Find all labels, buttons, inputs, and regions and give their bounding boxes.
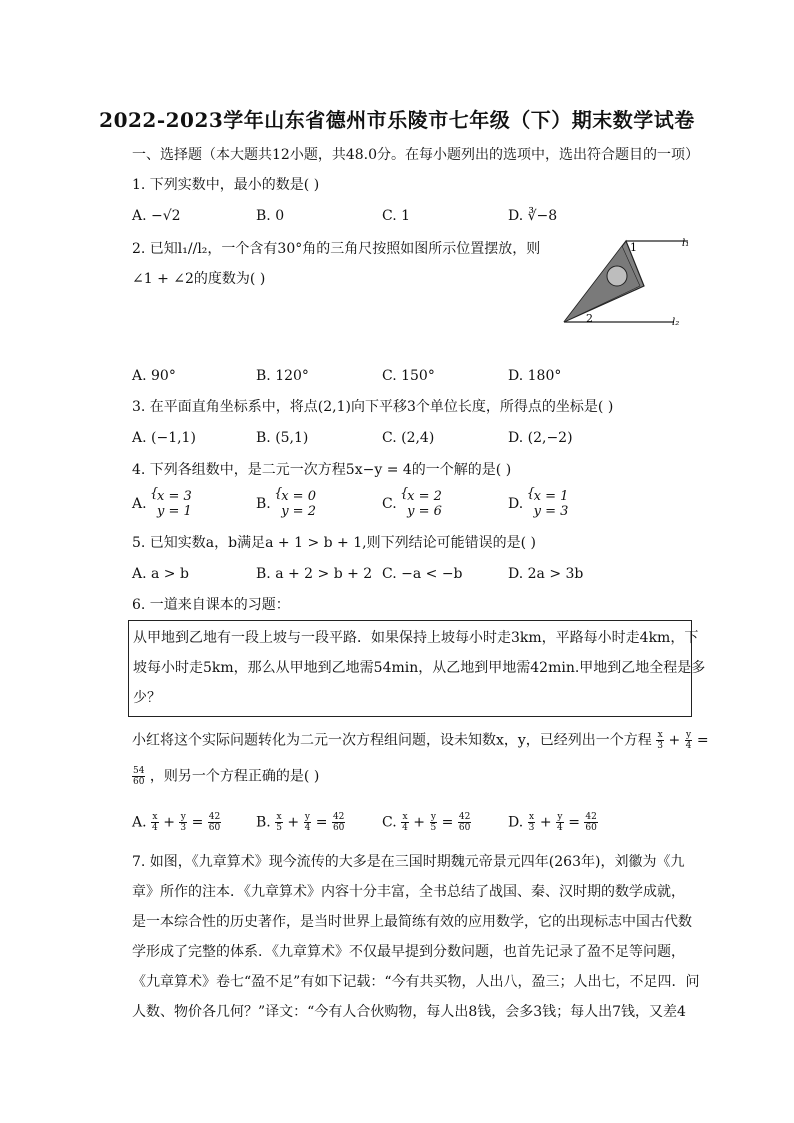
question-6-text-line1: 小红将这个实际问题转化为二元一次方程组问题，设未知数x，y，已经列出一个方程 $\frac{x}{3}$ + $\frac{y}{4}$ = <box>132 730 709 751</box>
question-5-stem: 5. 已知实数a，b满足a + 1 > b + 1,则下列结论可能错误的是( ) <box>132 535 536 551</box>
question-7-line3: 是一本综合性的历史著作，是当时世界上最简练有效的应用数学，它的出现标志中国古代数 <box>132 914 692 930</box>
q2-option-c: C. 150° <box>382 368 435 384</box>
angle-1-label: 1 <box>630 241 637 254</box>
question-1-stem: 1. 下列实数中，最小的数是( ) <box>132 177 320 193</box>
q5-option-c: C. −a < −b <box>382 566 463 582</box>
frac-54-60: $\frac{54}{60}$ <box>133 766 145 787</box>
frac-x-3: $\frac{x}{3}$ <box>657 730 663 751</box>
question-6-text-line2: $\frac{54}{60}$ ，则另一个方程正确的是( ) <box>133 766 320 787</box>
q6-option-d: D. $\frac{x}{3}$ + $\frac{y}{4}$ = $\frac{42}{60}$ <box>508 812 597 833</box>
question-2-stem-line2: ∠1 + ∠2的度数为( ) <box>132 271 266 287</box>
q2-option-d: D. 180° <box>508 368 562 384</box>
question-7-line4: 学形成了完整的体系．《九章算术》不仅最早提到分数问题，也首先记录了盈不足等问题， <box>132 944 685 960</box>
question-7-line6: 人数、物价各几何？”译文：“今有人合伙购物，每人出8钱，会多3钱；每人出7钱，又差4 <box>132 1004 686 1020</box>
question-4-stem: 4. 下列各组数中，是二元一次方程5x−y = 4的一个解的是( ) <box>132 462 512 478</box>
q1-option-d: D. ∛−8 <box>508 208 558 224</box>
textbook-problem-box <box>128 620 706 717</box>
question-6-stem: 6. 一道来自课本的习题： <box>132 597 290 613</box>
question-7-line5: 《九章算术》卷七“盈不足”有如下记载：“今有共买物，人出八，盈三；人出七，不足四．问 <box>132 974 700 990</box>
question-7-line2: 章》所作的注本．《九章算术》内容十分丰富，全书总结了战国、秦、汉时期的数学成就， <box>132 884 685 900</box>
q3-option-a: A. (−1,1) <box>132 430 196 446</box>
q2-option-b: B. 120° <box>256 368 309 384</box>
line-l1-label: l₁ <box>682 238 690 249</box>
q5-option-b: B. a + 2 > b + 2 <box>256 566 373 582</box>
frac-y-4: $\frac{y}{4}$ <box>685 730 692 751</box>
q6-option-c: C. $\frac{x}{4}$ + $\frac{y}{5}$ = $\frac{42}{60}$ <box>382 812 471 833</box>
q2-option-a: A. 90° <box>132 368 176 384</box>
box-line-2: 坡每小时走5km，那么从甲地到乙地需54min，从乙地到甲地需42min.甲地到乙地全程是多 <box>133 660 706 676</box>
q5-option-d: D. 2a > 3b <box>508 566 584 582</box>
q3-option-c: C. (2,4) <box>382 430 435 446</box>
angle-2-label: 2 <box>586 312 593 325</box>
q1-option-a: A. −√2 <box>132 208 181 224</box>
question-2-stem-line1: 2. 已知l₁//l₂，一个含有30°角的三角尺按照如图所示位置摆放，则 <box>132 241 541 257</box>
section-heading: 一、选择题（本大题共12小题，共48.0分。在每小题列出的选项中，选出符合题目的一项） <box>132 147 699 163</box>
q5-option-a: A. a > b <box>132 566 189 582</box>
q4-option-d: D. { x = 1 y = 3 <box>508 486 569 519</box>
q1-option-c: C. 1 <box>382 208 411 224</box>
box-line-1: 从甲地到乙地有一段上坡与一段平路．如果保持上坡每小时走3km，平路每小时走4km，下 <box>133 630 699 646</box>
q4-option-c: C. { x = 2 y = 6 <box>382 486 442 519</box>
page-title: 2022-2023学年山东省德州市乐陵市七年级（下）期末数学试卷 <box>99 108 695 132</box>
question-7-line1: 7. 如图，《九章算术》现今流传的大多是在三国时期魏元帝景元四年(263年)，刘徽为《九 <box>132 854 685 870</box>
q1-option-b: B. 0 <box>256 208 285 224</box>
line-l2-label: l₂ <box>672 317 680 328</box>
q4-option-a: A. { x = 3 y = 1 <box>132 486 192 519</box>
q3-option-d: D. (2,−2) <box>508 430 573 446</box>
box-line-3: 少？ <box>133 690 161 706</box>
q6-option-b: B. $\frac{x}{5}$ + $\frac{y}{4}$ = $\frac{42}{60}$ <box>256 812 345 833</box>
question-3-stem: 3. 在平面直角坐标系中，将点(2,1)向下平移3个单位长度，所得点的坐标是( ) <box>132 399 614 415</box>
q3-option-b: B. (5,1) <box>256 430 309 446</box>
q6-option-a: A. $\frac{x}{4}$ + $\frac{y}{3}$ = $\frac{42}{60}$ <box>132 812 221 833</box>
q4-option-b: B. { x = 0 y = 2 <box>256 486 316 519</box>
triangle-ruler-figure <box>560 236 700 332</box>
